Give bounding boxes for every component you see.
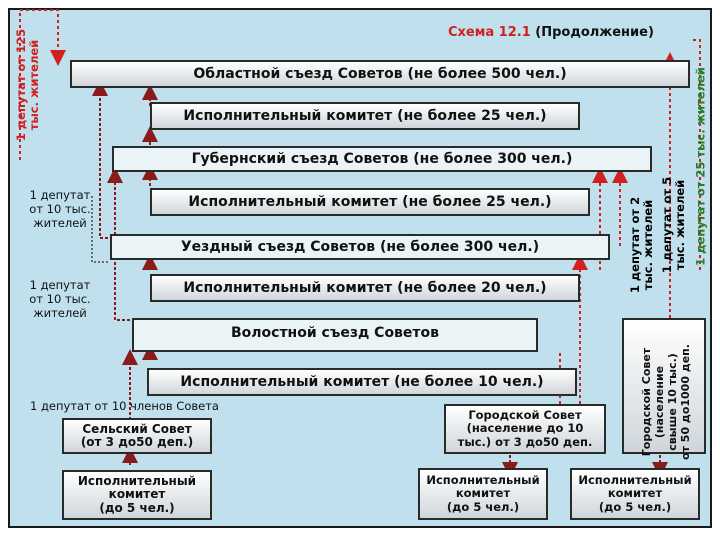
city-exec-large-box [570, 468, 700, 520]
city-exec-small-line2: комитет [455, 486, 511, 501]
city-soviet-large-text [640, 330, 692, 474]
village-soviet-line2: (от 3 до50 деп.) [80, 435, 194, 449]
left-rep-line2: тыс. жителей [27, 39, 41, 131]
rep-10k-a-line1: 1 депутат [29, 188, 91, 202]
volost-congress-box: Волостной съезд Советов [132, 318, 538, 352]
village-soviet-box [62, 418, 212, 454]
rep-10k-b-line3: жителей [33, 306, 87, 320]
city-soviet-large-line1: Городской Совет [640, 347, 653, 457]
rep-5k-line2: тыс. жителей [673, 179, 687, 271]
city-soviet-large-line4: от 50 до1000 деп. [679, 344, 692, 460]
city-soviet-large-line2: (население [653, 365, 666, 439]
rep-25k-label: 1 депутат от 25 тыс. жителей [693, 67, 708, 266]
city-soviet-large-line3: свыше 10 тыс.) [666, 353, 679, 451]
oblast-exec-box: Исполнительный комитет (не более 25 чел.) [150, 102, 580, 130]
village-exec-line3: (до 5 чел.) [99, 500, 175, 515]
city-soviet-small-box [444, 404, 606, 454]
rep-2k-line1: 1 депутат от 2 [628, 196, 642, 294]
uezd-exec-box: Исполнительный комитет (не более 20 чел.) [150, 274, 580, 302]
village-soviet-line1: Сельский Совет [82, 421, 192, 436]
left-rep-line1: 1 депутат от 125 [14, 28, 28, 142]
uezd-congress-box: Уездный съезд Советов (не более 300 чел.) [110, 234, 610, 260]
oblast-congress-box: Областной съезд Советов (не более 500 чел.) [70, 60, 690, 88]
city-soviet-small-line1: Городской Совет [468, 407, 582, 422]
rep-5k-line1: 1 депутат от 5 [660, 176, 674, 274]
village-exec-line2: комитет [108, 487, 166, 502]
rep-10-members-label: 1 депутат от 10 членов Совета [30, 399, 219, 413]
city-exec-small-line1: Исполнительный [426, 472, 540, 487]
connector-2 [100, 88, 108, 238]
title-bold: Схема 12.1 [448, 25, 531, 40]
village-exec-box [62, 470, 212, 520]
rep-2k-label [629, 185, 655, 305]
city-exec-large-line3: (до 5 чел.) [598, 499, 672, 514]
rep-10k-b-line1: 1 депутат [29, 278, 91, 292]
city-exec-small-box [418, 468, 548, 520]
left-representation-label [15, 15, 41, 155]
village-exec-line1: Исполнительный [77, 473, 197, 488]
volost-exec-box: Исполнительный комитет (не более 10 чел.) [147, 368, 577, 396]
gubern-congress-box: Губернский съезд Советов (не более 300 чел.) [112, 146, 652, 172]
rep-10k-b-line2: от 10 тыс. [29, 292, 91, 306]
city-soviet-small-line2: (население до 10 [466, 421, 584, 436]
city-soviet-large-box [622, 318, 706, 460]
gubern-exec-box: Исполнительный комитет (не более 25 чел.) [150, 188, 590, 216]
rep-10k-a-line2: от 10 тыс. [29, 202, 91, 216]
rep-5k-label [661, 165, 687, 285]
rep-2k-line2: тыс. жителей [641, 199, 655, 291]
rep-10k-label-b [24, 278, 96, 320]
rep-10k-a-line3: жителей [33, 216, 87, 230]
city-exec-small-line3: (до 5 чел.) [446, 499, 520, 514]
city-exec-large-line2: комитет [607, 486, 663, 501]
title-rest: (Продолжение) [535, 25, 654, 40]
rep-10k-label-a [24, 188, 96, 230]
city-exec-large-line1: Исполнительный [578, 472, 692, 487]
diagram-title [448, 26, 654, 40]
city-soviet-small-line3: тыс.) от 3 до50 деп. [457, 434, 593, 449]
